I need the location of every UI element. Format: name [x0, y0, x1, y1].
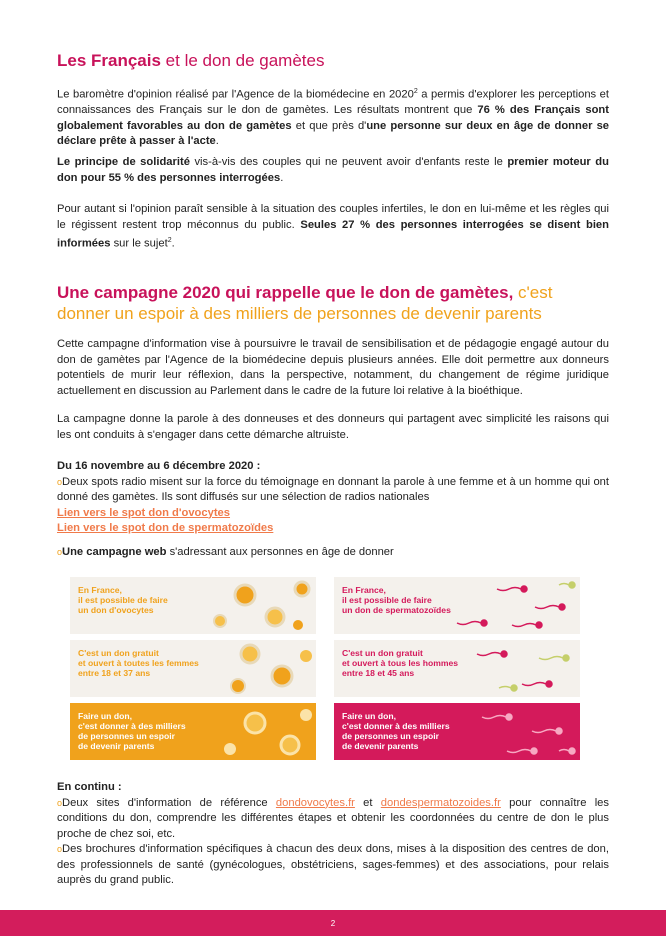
paragraph-parole: La campagne donne la parole à des donneuses et des donneurs qui partagent avec simplicité les raisons qui les ont conduits à s'engager dans cette démarche altruiste. [57, 413, 609, 441]
banner-spermatozoides-2: C'est un don gratuit et ouvert à tous les hommes entre 18 et 45 ans [334, 640, 580, 697]
title-rest: c'est donner un espoir à des milliers de personnes de devenir parents [57, 283, 553, 324]
title-rest: et le don de gamètes [160, 51, 325, 70]
link-dondovocytes[interactable]: dondovocytes.fr [275, 796, 355, 809]
campaign-dates: Du 16 novembre au 6 décembre 2020 : [57, 460, 261, 472]
en-continu-title: En continu : [57, 781, 122, 793]
link-spot-spermatozoides[interactable]: Lien vers le spot don de spermatozoïdes [57, 522, 274, 534]
banner-ovocytes-1: En France, il est possible de faire un don d'ovocytes [70, 577, 316, 634]
banner-spermatozoides-3: Faire un don, c'est donner à des milliers de personnes un espoir de devenir parents [334, 703, 580, 760]
section-en-continu: En continu : oDeux sites d'information de référence dondovocytes.fr et dondespermatozoides.fr pour connaître les conditions du don, comprendre les différentes étapes et obtenir les coordonnées du centre de don le plus proche de chez soi, etc. oDes brochures d'information spécifiques à chacun des deux dons, mises à la disposition des centres de don, des professionnels de santé (gynécologues, obstétriciens, sages-femmes) et des associations, pour relais auprès du grand public. [57, 781, 609, 886]
radio-text: Deux spots radio misent sur la force du témoignage en donnant la parole à une femme et à un homme qui ont donné des gamètes. Ils sont diffusés sur une sélection de radios nationales [57, 475, 609, 503]
page-number: 2 [330, 919, 336, 928]
banner-ovocytes-2: C'est un don gratuit et ouvert à toutes les femmes entre 18 et 37 ans [70, 640, 316, 697]
paragraph-barometre: Le baromètre d'opinion réalisé par l'Agence de la biomédecine en 2020$^2$ a permis d'explorer les perceptions et connaissances des Français sur le don de gamètes. Les résultats montrent que 76 % des Français sont globalement favorables au don de gamètes et que près d'une personne sur deux en âge de donner se déclare prête à passer à l'acte. [57, 88, 610, 148]
link-spot-ovocytes[interactable]: Lien vers le spot don d'ovocytes [57, 506, 231, 519]
campaign-banners [70, 577, 580, 760]
title-bold: Les Français [57, 51, 161, 70]
paragraph-solidarite: Le principe de solidarité vis-à-vis des couples qui ne peuvent avoir d'enfants reste le premier moteur du don pour 55 % des personnes interrogées. [57, 156, 609, 184]
section-title-campagne [57, 282, 609, 325]
section-title-francais [57, 50, 324, 71]
web-campaign-line: oUne campagne web s'adressant aux personnes en âge de donner [57, 546, 394, 558]
banner-spermatozoides-1: En France, il est possible de faire un don de spermatozoïdes [334, 577, 580, 634]
paragraph-campagne: Cette campagne d'information vise à poursuivre le travail de sensibilisation et de pédagogie engagé autour du don de gamètes par l'Agence de la biomédecine depuis plusieurs années. Elle doit permettre aux donneurs potentiels de murir leur réflexion, dans la perspective, notamment, du changement de régime juridique actuellement en discussion au Parlement dans le cadre de la future loi relative à la bioéthique. [57, 338, 609, 397]
page-footer [0, 910, 666, 936]
paragraph-opinion: Pour autant si l'opinion paraît sensible à la situation des couples infertiles, le don en lui-même et les règles qui le régissent restent trop méconnus du public. Seules 27 % des personnes interrogées se disent bien informées sur le sujet$^2$. [57, 203, 609, 250]
banner-ovocytes-3: Faire un don, c'est donner à des milliers de personnes un espoir de devenir parents [70, 703, 316, 760]
campaign-dates-block: Du 16 novembre au 6 décembre 2020 : oDeux spots radio misent sur la force du témoignage en donnant la parole à une femme et à un homme qui ont donné des gamètes. Ils sont diffusés sur une sélection de radios nationales Lien vers le spot don d'ovocytes Lien vers le spot don de spermatozoïdes [57, 459, 609, 537]
link-dondespermatozoides[interactable]: dondespermatozoides.fr [380, 796, 501, 809]
title-bold: Une campagne 2020 qui rappelle que le don de gamètes, [57, 283, 514, 302]
